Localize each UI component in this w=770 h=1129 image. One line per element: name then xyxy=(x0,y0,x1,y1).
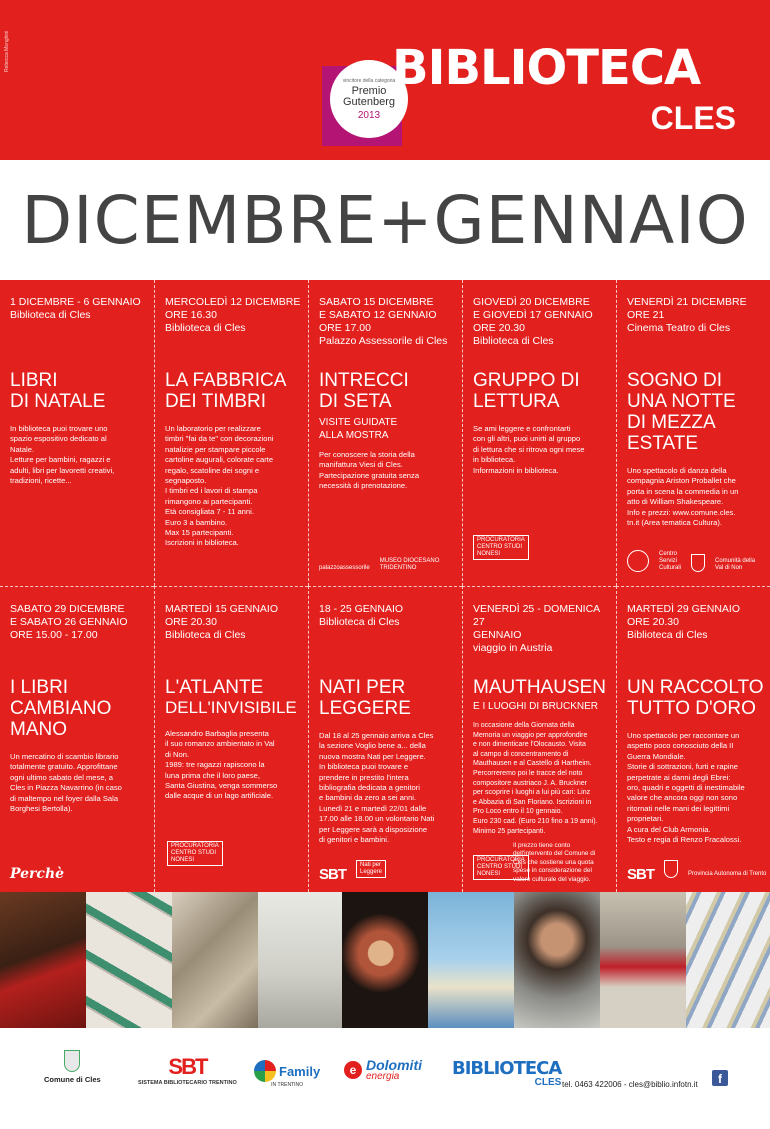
event-intrecci-di-seta xyxy=(308,280,462,586)
provincia-crest-icon xyxy=(664,860,678,878)
event-title: I LIBRI CAMBIANO MANO xyxy=(10,677,112,740)
sbt-caption: SISTEMA BIBLIOTECARIO TRENTINO xyxy=(138,1080,237,1086)
dolomiti-row xyxy=(344,1058,422,1082)
event-title: UN RACCOLTO TUTTO D'ORO xyxy=(627,677,764,719)
event-title: L'ATLANTE xyxy=(165,677,264,698)
event-description: Uno spettacolo per raccontare un aspetto poco conosciuto della II Guerra Mondiale. Storie di sottrazioni, furti e rapine perpetrate ai danni degli Ebrei: oro, quadri e oggetti di inestimabile valore che ancora oggi non sono ritornati nelle mani dei legittimi proprietari. A cura del Club Armonia. Testo e regia di Renzo Fracalossi. xyxy=(627,731,745,845)
sbt-mark: SBT xyxy=(168,1054,207,1079)
sbt-logo: SBT xyxy=(319,866,346,883)
footer xyxy=(0,1028,770,1129)
event-price-note: Il prezzo tiene conto dell'intervento del Comune di Cles che sostiene una quota spese in considerazione del valore culturale del viaggio. xyxy=(513,841,596,883)
event-title: NATI PER LEGGERE xyxy=(319,677,411,719)
photo-christmas-tree-stamps xyxy=(86,892,172,1028)
event-description: In occasione della Giornata della Memoria un viaggio per approfondire e non dimenticare l'Olocausto. Visita al campo di concentramento di Mauthausen e al Castello di Hartheim. Percorreremo poi le tracce del noto compositore austriaco J. A. Bruckner per scoprire i luoghi a lui più cari: Linz e Abbazia di San Floriano. Iscrizioni in Pro Loco entro il 10 gennaio. Euro 230 cad. (Euro 210 fino a 19 anni). Minimo 25 partecipanti. xyxy=(473,722,598,835)
photo-author-portrait xyxy=(514,892,600,1028)
event-sponsor-logos xyxy=(627,860,767,883)
perche-logo: Perchè xyxy=(10,866,65,882)
event-sogno-di-una-notte xyxy=(616,280,770,586)
biblioteca-logo: BIBLIOTECA xyxy=(392,40,701,96)
event-description: Un laboratorio per realizzare timbri "fai da te" con decorazioni natalizie per stampare piccole cartoline augurali, colorate carte regalo, scatoline dei sogni e segnaposto. I timbri ed i lavori di stampa rimangono ai partecipanti. Età consigliata 7 - 11 anni. Euro 3 a bambino. Max 15 partecipanti. Iscrizioni in biblioteca. xyxy=(165,424,274,548)
photo-elephant-illustration xyxy=(600,892,686,1028)
biblioteca-logo-city: CLES xyxy=(650,100,736,136)
event-date: 18 - 25 GENNAIO Biblioteca di Cles xyxy=(319,603,404,628)
event-atlante-invisibile xyxy=(154,586,308,892)
palazzo-assessorile-logo: palazzoassessorile xyxy=(319,565,370,571)
photo-laundry-illustration xyxy=(686,892,770,1028)
event-libri-di-natale xyxy=(0,280,154,586)
photo-dancer xyxy=(342,892,428,1028)
provincia-logo: Provincia Autonoma di Trento xyxy=(688,871,767,877)
premio-year: 2013 xyxy=(357,109,381,121)
event-title: LA FABBRICA DEI TIMBRI xyxy=(165,370,287,412)
event-fabbrica-dei-timbri xyxy=(154,280,308,586)
event-description: Per conoscere la storia della manifattura Viesi di Cles. Partecipazione gratuita senza necessità di prenotazione. xyxy=(319,450,420,491)
header-banner xyxy=(0,0,770,160)
premio-small-text: vincitore della categoria xyxy=(342,77,396,84)
dolomiti-sub: energia xyxy=(366,1071,400,1082)
biblioteca-footer-city: CLES xyxy=(534,1077,562,1088)
event-subtitle: VISITE GUIDATE ALLA MOSTRA xyxy=(319,417,398,441)
event-sponsor-logos xyxy=(627,550,755,572)
sbt-logo: SBT xyxy=(627,866,654,883)
event-title: MAUTHAUSEN xyxy=(473,677,607,698)
event-description: Uno spettacolo di danza della compagnia Ariston Proballet che porta in scena la commedia in un atto di William Shakespeare. Info e prezzi: www.comune.cles. tn.it (Area tematica Cultura). xyxy=(627,466,739,528)
event-description: Se ami leggere e confrontarti con gli altri, puoi unirti al gruppo di lettura che si ritrova ogni mese in biblioteca. Informazioni in biblioteca. xyxy=(473,424,585,475)
premio-name: Premio Gutenberg xyxy=(343,84,395,108)
event-sponsor-logos xyxy=(473,535,529,560)
dolomiti-e-icon: e xyxy=(344,1061,362,1079)
event-subtitle: DELL'INVISIBILE xyxy=(165,698,297,717)
event-date: MARTEDÌ 15 GENNAIO ORE 20.30 Biblioteca di Cles xyxy=(165,603,278,641)
dolomiti-texts xyxy=(366,1058,422,1082)
event-nati-per-leggere xyxy=(308,586,462,892)
comune-crest-icon xyxy=(64,1050,80,1072)
event-sponsor-logos xyxy=(10,866,65,882)
months-heading xyxy=(0,160,770,280)
comunita-logo: Comunità della Val di Non xyxy=(715,558,756,571)
event-title: INTRECCI DI SETA xyxy=(319,370,409,412)
photo-stamping-tools xyxy=(172,892,258,1028)
biblioteca-footer-logo xyxy=(452,1060,561,1088)
family-in-trentino-logo xyxy=(254,1060,320,1088)
event-title: SOGNO DI UNA NOTTE DI MEZZA ESTATE xyxy=(627,370,736,454)
event-date: MARTEDÌ 29 GENNAIO ORE 20.30 Biblioteca di Cles xyxy=(627,603,740,641)
event-description: Dal 18 al 25 gennaio arriva a Cles la sezione Voglio bene a... della nuova mostra Nati per Leggere. In biblioteca puoi trovare e prendere in prestito l'intera bibliografia dedicata a genitori e bambini da zero a sei anni. Lunedì 21 e martedì 22/01 dalle 17.00 alle 18.00 un volontario Nati per Leggere sarà a disposizione di genitori e bambini. xyxy=(319,731,435,845)
event-title: LIBRI DI NATALE xyxy=(10,370,106,412)
months-title: DICEMBRE+GENNAIO xyxy=(21,181,749,259)
event-sponsor-logos xyxy=(319,860,386,883)
centro-servizi-icon xyxy=(627,550,649,572)
event-description: Alessandro Barbaglia presenta il suo romanzo ambientato in Val di Non. 1989: tre ragazzi rapiscono la luna prima che il loro paese, Santa Giustina, venga sommerso dalle acque di un lago artificiale. xyxy=(165,729,278,801)
nati-per-leggere-logo: Nati per Leggere xyxy=(356,860,386,878)
family-circle-icon xyxy=(254,1060,276,1082)
event-mauthausen xyxy=(462,586,616,892)
photo-strip xyxy=(0,892,770,1028)
event-date: GIOVEDÌ 20 DICEMBRE E GIOVEDÌ 17 GENNAIO ORE 20.30 Biblioteca di Cles xyxy=(473,296,593,347)
contact-info: tel. 0463 422006 - cles@biblio.infotn.it xyxy=(562,1080,698,1089)
sbt-footer-logo xyxy=(138,1054,237,1086)
photo-flying-reader xyxy=(428,892,514,1028)
event-gruppo-di-lettura xyxy=(462,280,616,586)
dolomiti-name: Dolomiti xyxy=(366,1057,422,1073)
museo-diocesano-logo: MUSEO DIOCESANO TRIDENTINO xyxy=(379,558,440,571)
photo-fabric-labels xyxy=(258,892,342,1028)
event-sponsor-logos xyxy=(319,558,439,572)
dolomiti-energia-logo xyxy=(344,1058,422,1082)
photo-santa-claus xyxy=(0,892,86,1028)
event-date: MERCOLEDÌ 12 DICEMBRE ORE 16.30 Biblioteca di Cles xyxy=(165,296,301,334)
event-date: SABATO 15 DICEMBRE E SABATO 12 GENNAIO ORE 17.00 Palazzo Assessorile di Cles xyxy=(319,296,448,347)
procuratoria-logo: PROCURATORIA CENTRO STUDI NONESI xyxy=(473,535,529,560)
family-caption: IN TRENTINO xyxy=(271,1082,304,1088)
event-description: In biblioteca puoi trovare uno spazio espositivo dedicato al Natale. Letture per bambini, ragazzi e adulti, libri per lavoretti creativi, tradizioni, ricette... xyxy=(10,424,115,486)
photo-credit: Rebecca Menghini xyxy=(4,30,10,72)
procuratoria-logo: PROCURATORIA CENTRO STUDI NONESI xyxy=(473,855,529,880)
event-date: SABATO 29 DICEMBRE E SABATO 26 GENNAIO ORE 15.00 - 17.00 xyxy=(10,603,128,641)
event-date: VENERDÌ 25 - DOMENICA 27 GENNAIO viaggio in Austria xyxy=(473,603,600,654)
event-description: Un mercatino di scambio librario totalmente gratuito. Approfittane ogni ultimo sabato del mese, a Cles in Piazza Navarrino (in caso di maltempo nel foyer dalla Sala Borghesi Bertolla). xyxy=(10,752,122,814)
event-i-libri-cambiano-mano xyxy=(0,586,154,892)
facebook-icon[interactable]: f xyxy=(712,1070,728,1086)
family-text: Family xyxy=(279,1063,321,1079)
comune-di-cles-logo xyxy=(44,1050,101,1084)
comunita-crest-icon xyxy=(691,554,705,572)
event-date: VENERDÌ 21 DICEMBRE ORE 21 Cinema Teatro di Cles xyxy=(627,296,747,334)
procuratoria-logo: PROCURATORIA CENTRO STUDI NONESI xyxy=(167,841,223,866)
event-date: 1 DICEMBRE - 6 GENNAIO Biblioteca di Cles xyxy=(10,296,141,321)
centro-servizi-logo: Centro Servizi Culturali xyxy=(659,551,682,571)
event-sponsor-logos xyxy=(167,841,223,866)
biblioteca-footer-name: BIBLIOTECA xyxy=(452,1058,562,1079)
family-row xyxy=(254,1060,320,1082)
event-subtitle: E I LUOGHI DI BRUCKNER xyxy=(473,701,599,712)
event-title: GRUPPO DI LETTURA xyxy=(473,370,580,412)
events-grid xyxy=(0,280,770,892)
comune-caption: Comune di Cles xyxy=(44,1075,101,1084)
event-un-raccolto-tutto-doro xyxy=(616,586,770,892)
